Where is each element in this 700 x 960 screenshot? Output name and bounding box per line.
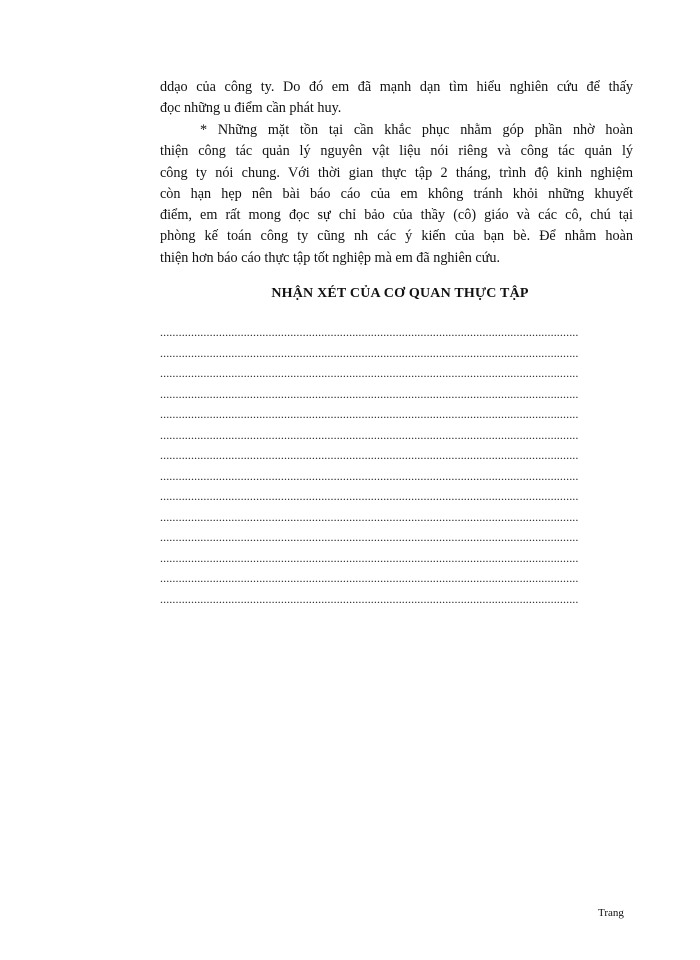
dotted-line: ....................................................................................................................................... <box>160 509 579 524</box>
text-line: * Những mặt tồn tại cần khắc phục nhằm góp phần nhờ hoàn <box>200 122 633 138</box>
dotted-line: ....................................................................................................................................... <box>160 550 579 565</box>
dotted-line: ....................................................................................................................................... <box>160 489 579 503</box>
dotted-line: ....................................................................................................................................... <box>160 571 579 585</box>
section-heading: NHẬN XÉT CỦA CƠ QUAN THỰC TẬP <box>271 286 529 301</box>
text-line: thiện hơn báo cáo thực tập tốt nghiệp mà em đã nghiên cứu. <box>160 249 501 266</box>
dotted-line: ....................................................................................................................................... <box>160 325 579 339</box>
dotted-line: ....................................................................................................................................... <box>160 468 579 483</box>
text-line: ddạo của công ty. Do đó em đã mạnh dạn tìm hiểu nghiên cứu để thấy <box>160 79 633 95</box>
text-line: công ty nói chung. Với thời gian thực tập 2 tháng, trình độ kinh nghiệm <box>160 164 633 181</box>
paragraph-intro <box>160 77 633 120</box>
text-line: điểm, em rất mong đọc sự chỉ bảo của thầy (cô) giáo và các cô, chú tại <box>160 207 633 224</box>
text-line: thiện công tác quản lý nguyên vật liệu nói riêng và công tác quản lý <box>160 143 633 160</box>
dotted-line: ....................................................................................................................................... <box>160 407 579 421</box>
comment-lines <box>160 322 630 609</box>
text-line: đọc những u điểm cần phát huy. <box>160 100 342 117</box>
paragraph-shortcomings <box>160 120 633 269</box>
dotted-line: ....................................................................................................................................... <box>160 448 579 462</box>
text-line: còn hạn hẹp nên bài báo cáo của em không tránh khỏi những khuyết <box>160 185 633 202</box>
text-line: phòng kế toán công ty cũng nh các ý kiến của bạn bè. Để nhằm hoàn <box>160 228 633 245</box>
dotted-line: ....................................................................................................................................... <box>160 386 579 401</box>
dotted-line: ....................................................................................................................................... <box>160 366 579 380</box>
page-footer: Trang <box>598 907 624 919</box>
dotted-line: ....................................................................................................................................... <box>160 530 579 544</box>
dotted-line: ....................................................................................................................................... <box>160 345 579 360</box>
dotted-line: ....................................................................................................................................... <box>160 427 579 442</box>
dotted-line: ....................................................................................................................................... <box>160 591 579 606</box>
